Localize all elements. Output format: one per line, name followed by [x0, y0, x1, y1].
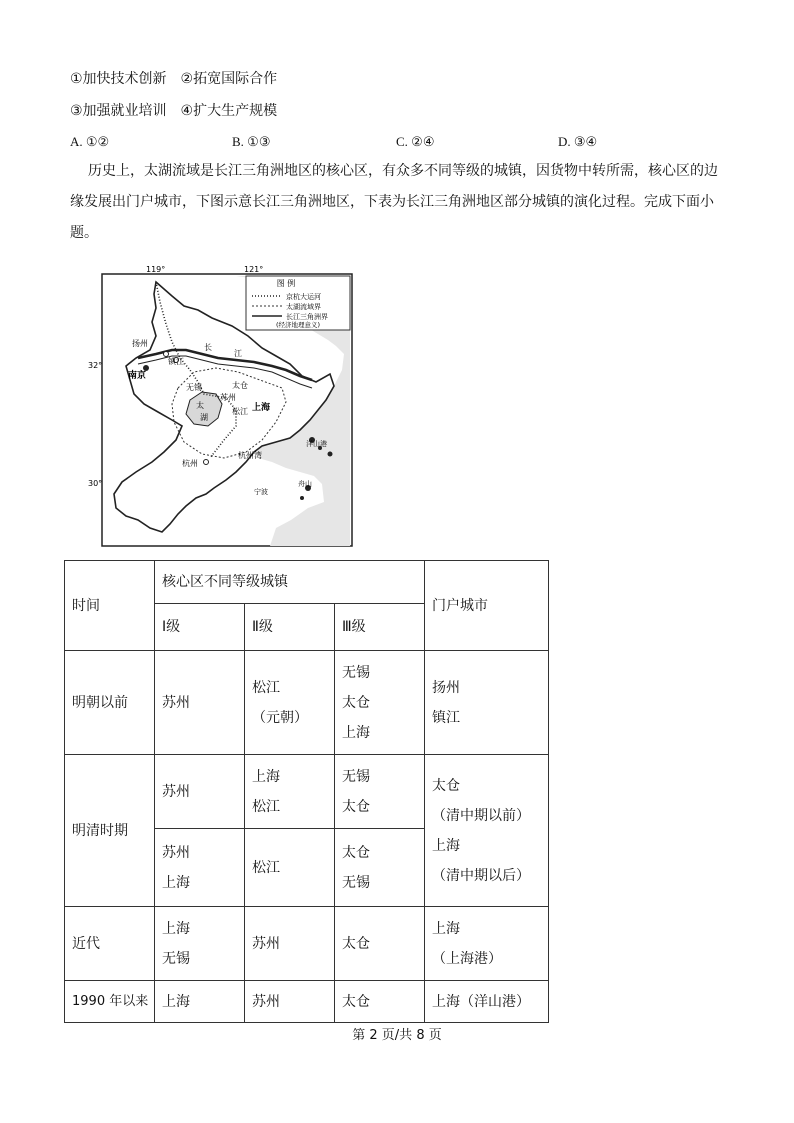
cell-line: 镇江: [432, 709, 460, 726]
option-d: [558, 134, 597, 150]
page-footer: 第 2 页/共 8 页: [352, 1028, 442, 1043]
lon-label-119: 119°: [146, 265, 166, 274]
cell-level-3: 太仓: [335, 907, 425, 981]
choice-line-2: ③加强就业培训 ④扩大生产规模: [70, 103, 278, 119]
cell-time: 明朝以前: [65, 651, 155, 755]
table-header-row: [65, 561, 549, 604]
cell-level-1: [155, 755, 245, 829]
cell-line: 太仓: [342, 798, 370, 815]
place-hangzhou: 杭州: [182, 459, 198, 468]
cell-level-2: 苏州: [245, 981, 335, 1023]
header-level-3: Ⅲ级: [335, 604, 425, 651]
place-nanjing: 南京: [128, 371, 147, 381]
place-hangzhouwan: 杭州湾: [238, 451, 262, 460]
header-level-1: Ⅰ级: [155, 604, 245, 651]
passage: [70, 156, 720, 249]
island: [328, 452, 333, 457]
cell-level-3: [335, 829, 425, 907]
cell-level-3: 太仓: [335, 981, 425, 1023]
cell-gate: 上海（洋山港）: [425, 981, 549, 1023]
cell-line: 松江: [252, 798, 280, 815]
legend-canal-label: 京杭大运河: [286, 293, 321, 301]
table-row: [65, 755, 549, 829]
city-evolution-table: [64, 560, 549, 1023]
cell-level-1: 上海: [155, 981, 245, 1023]
place-zhenjiang: 镇江: [168, 357, 184, 366]
cell-level-1: 苏州: [155, 651, 245, 755]
cell-level-3: [335, 651, 425, 755]
place-hu: 湖: [200, 413, 208, 422]
place-tai: 太: [196, 401, 204, 410]
table-row: [65, 907, 549, 981]
cell-gate: [425, 755, 549, 907]
cell-level-2: [245, 755, 335, 829]
cell-time: 1990 年以来: [65, 981, 155, 1023]
place-suzhou: 苏州: [220, 393, 236, 402]
cell-line: 上海: [432, 837, 460, 854]
cell-level-1: [155, 907, 245, 981]
lat-label-32: 32°: [88, 361, 103, 370]
header-level-2: Ⅱ级: [245, 604, 335, 651]
cell-line: 苏州: [162, 783, 190, 800]
place-zhoushan: 舟山: [298, 480, 312, 488]
place-chang: 长: [204, 343, 212, 352]
cell-level-3: [335, 755, 425, 829]
cell-time: 近代: [65, 907, 155, 981]
legend-title: 图 例: [276, 279, 296, 288]
option-letter: D.: [558, 134, 571, 149]
cell-line: 上海: [342, 724, 370, 741]
cell-line: 无锡: [342, 768, 370, 785]
island: [300, 496, 304, 500]
cell-time: 明清时期: [65, 755, 155, 907]
place-yangshan: 洋山港: [306, 440, 327, 448]
place-wuxi: 无锡: [186, 383, 202, 392]
legend-delta-label: 长江三角洲界: [286, 313, 328, 321]
cell-gate: [425, 651, 549, 755]
option-value: ②④: [411, 134, 435, 149]
city-marker: [164, 352, 169, 357]
cell-line: 松江: [252, 679, 280, 696]
option-letter: B.: [232, 134, 244, 149]
legend-basin-label: 太湖流域界: [286, 303, 321, 311]
place-songjiang: 松江: [232, 407, 248, 416]
option-a: [70, 134, 109, 150]
option-letter: A.: [70, 134, 83, 149]
yangtze-delta-map: [86, 262, 356, 548]
cell-line: 扬州: [432, 679, 460, 696]
place-taicang: 太仓: [232, 381, 248, 390]
cell-line: 太仓: [432, 777, 460, 794]
cell-line: 上海: [252, 768, 280, 785]
lat-label-30: 30°: [88, 479, 103, 488]
cell-level-1: [155, 829, 245, 907]
place-ningbo: 宁波: [254, 488, 268, 496]
cell-line: 上海: [162, 920, 190, 937]
cell-level-2: [245, 651, 335, 755]
header-time: 时间: [65, 561, 155, 651]
cell-line: 无锡: [342, 874, 370, 891]
place-jiang: 江: [234, 349, 242, 358]
place-yangzhou: 扬州: [132, 339, 148, 348]
option-c: [396, 134, 434, 150]
city-marker: [204, 460, 209, 465]
table-row: [65, 651, 549, 755]
option-value: ③④: [573, 134, 598, 149]
option-value: ①③: [247, 134, 271, 149]
cell-line: （上海港）: [432, 950, 502, 967]
passage-text: 历史上，太湖流域是长江三角洲地区的核心区，有众多不同等级的城镇，因货物中转所需，核心区的边缘发展出门户城市，下图示意长江三角洲地区，下表为长江三角洲地区部分城镇的演化过程。完成下面小题。: [70, 163, 718, 241]
header-core: 核心区不同等级城镇: [155, 561, 425, 604]
cell-line: 太仓: [342, 844, 370, 861]
place-shanghai: 上海: [252, 403, 271, 413]
cell-gate: [425, 907, 549, 981]
cell-line: 太仓: [342, 694, 370, 711]
cell-level-2: 苏州: [245, 907, 335, 981]
legend-note: (经济地理意义): [275, 321, 321, 329]
table-row: [65, 981, 549, 1023]
cell-line: 松江: [252, 859, 280, 876]
cell-line: 无锡: [162, 950, 190, 967]
cell-line: （清中期以前）: [432, 807, 530, 824]
lon-label-121: 121°: [244, 265, 264, 274]
cell-line: （元朝）: [252, 709, 308, 726]
option-b: [232, 134, 270, 150]
cell-line: 无锡: [342, 664, 370, 681]
cell-line: （清中期以后）: [432, 867, 530, 884]
option-value: ①②: [85, 134, 110, 149]
option-letter: C.: [396, 134, 408, 149]
cell-level-2: [245, 829, 335, 907]
choice-line-1: ①加快技术创新 ②拓宽国际合作: [70, 71, 278, 87]
cell-line: 上海: [432, 920, 460, 937]
header-gate: 门户城市: [425, 561, 549, 651]
cell-line: 上海: [162, 874, 190, 891]
cell-line: 苏州: [162, 844, 190, 861]
